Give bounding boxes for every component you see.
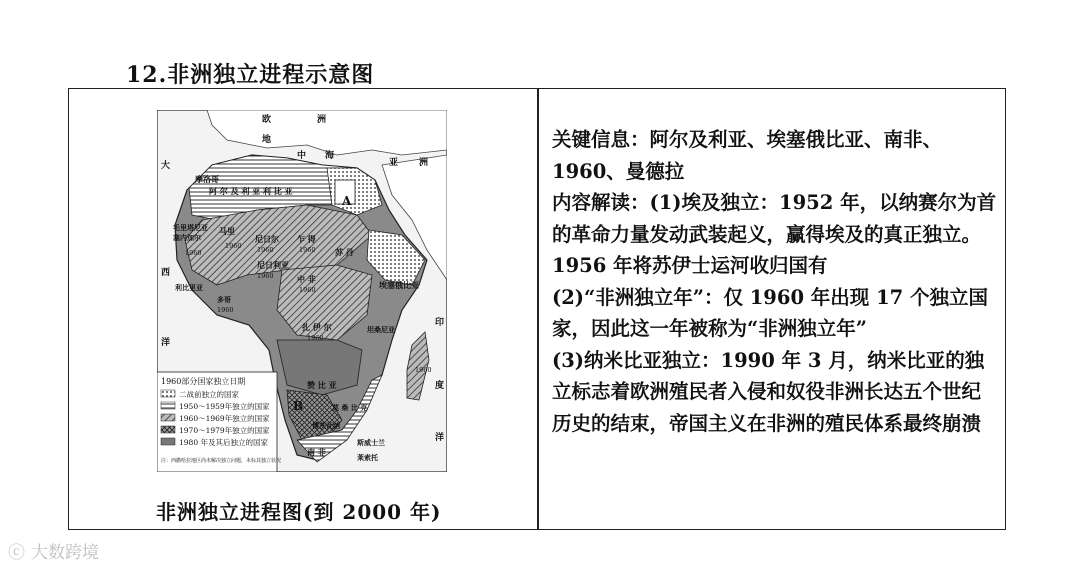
map-label: 洋 (435, 433, 445, 443)
map-label: 毛里塔尼亚 (173, 223, 208, 232)
map-label: 博茨瓦纳 (312, 421, 340, 430)
map-label: 利比里亚 (175, 283, 203, 292)
map-label: 马里 (219, 226, 235, 236)
map-label: 尼日利亚 (257, 260, 289, 270)
map-label: 洋 (161, 338, 171, 348)
key-info: 关键信息：阿尔及利亚、埃塞俄比亚、南非、1960、曼德拉 (552, 128, 943, 183)
map-label: 南 非 (307, 447, 326, 457)
year-label: 1960 (299, 286, 316, 294)
watermark (8, 538, 99, 563)
legend-title: 1960部分国家独立日期 (161, 377, 246, 386)
map-label: 阿 尔 及 利 亚 利 比 亚 (209, 186, 293, 196)
page-heading: 12.非洲独立进程示意图 (126, 62, 375, 88)
africa-independence-map (157, 110, 447, 472)
map-label: 印 (435, 318, 445, 328)
map-label: 尼日尔 (255, 234, 279, 244)
map-label: 乍 得 (297, 234, 316, 244)
map-label: 斯威士兰 (357, 438, 385, 447)
map-label: 莫 桑 比 克 (332, 403, 368, 412)
map-caption: 非洲独立进程图(到 2000 年) (156, 500, 442, 524)
map-label: B (293, 399, 304, 413)
legend-note: 注：西撒哈拉地区尚未解决独立问题，未标其独立状况 (161, 458, 282, 464)
map-label: 大 (161, 161, 171, 171)
watermark-text: 大数跨境 (31, 543, 99, 563)
legend-item: 1970～1979年独立的国家 (179, 426, 270, 435)
map-label: 中 非 (297, 274, 316, 284)
map-label: 地 (262, 135, 272, 145)
map-label: 赞 比 亚 (307, 380, 337, 390)
explain-p3: (3)纳米比亚独立：1990 年 3 月，纳米比亚的独立标志着欧洲殖民者入侵和奴役非洲长达五个世纪历史的结束，帝国主义在非洲的殖民体系最终崩溃 (552, 348, 985, 435)
map-label: 扎 伊 尔 (302, 322, 332, 332)
map-label: 莱索托 (357, 453, 378, 462)
year-label: 1960 (257, 246, 274, 254)
legend-item: 二战前独立的国家 (179, 390, 239, 399)
map-label: A (342, 194, 352, 208)
year-label: 1960 (185, 249, 202, 257)
year-label: 1960 (257, 272, 274, 280)
year-label: 1960 (415, 366, 432, 374)
legend-item: 1980 年及其后独立的国家 (179, 438, 268, 447)
year-label: 1960 (217, 306, 234, 314)
map-label: 多哥 (217, 295, 231, 304)
map-label: 洲 (419, 158, 429, 168)
map-label: 中 (297, 151, 307, 161)
explain-p2: (2)“非洲独立年”：仅 1960 年出现 17 个独立国家，因此这一年被称为“非洲独立年” (552, 285, 989, 340)
map-label: 坦桑尼亚 (367, 325, 395, 334)
year-label: 1960 (225, 242, 242, 250)
legend-item: 1950～1959年独立的国家 (179, 402, 270, 411)
map-label: 度 (435, 381, 445, 391)
map-label: 洲 (317, 115, 327, 125)
explanation-text (552, 124, 997, 439)
year-label: 1960 (299, 246, 316, 254)
table-divider (537, 88, 539, 530)
map-label: 苏 丹 (335, 247, 354, 257)
map-label: 塞内加尔 (173, 233, 201, 242)
map-label: 埃塞俄比亚 (379, 280, 419, 290)
explain-p1: 内容解读：(1)埃及独立：1952 年，以纳赛尔为首的革命力量发动武装起义，赢得埃及的真正独立。1956 年将苏伊士运河收归国有 (552, 191, 997, 277)
map-label: 摩洛哥 (195, 174, 219, 184)
map-label: 欧 (262, 115, 272, 125)
logo-icon: ⓒ (8, 543, 25, 563)
map-label: 海 (325, 151, 335, 161)
map-label: 西 (161, 268, 171, 278)
year-label: 1960 (307, 334, 324, 342)
map-label: 亚 (389, 158, 399, 168)
legend-item: 1960～1969年独立的国家 (179, 414, 270, 423)
